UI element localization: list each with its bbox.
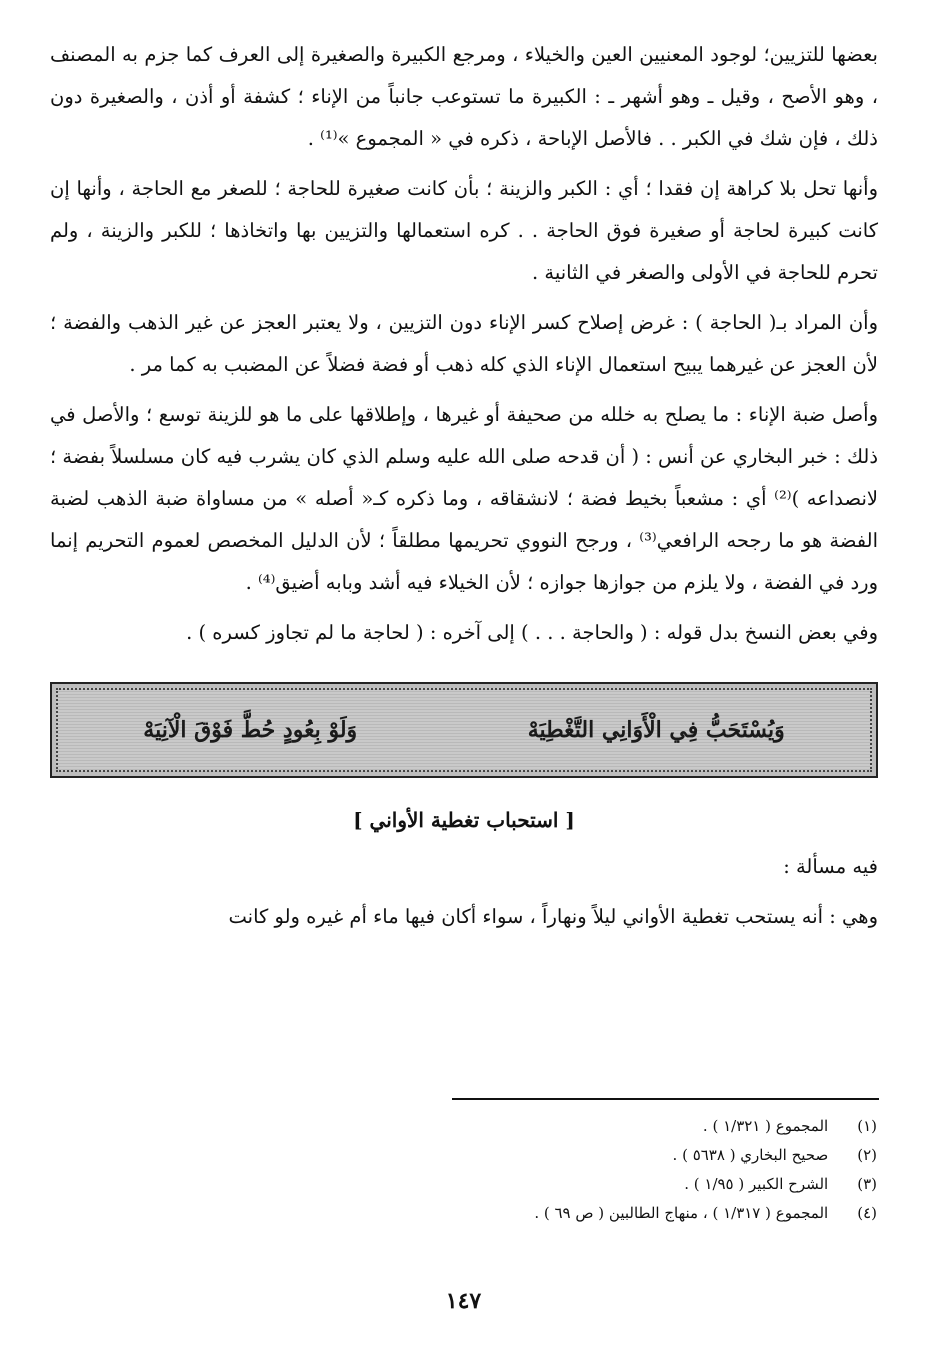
paragraph-6: فيه مسألة :: [783, 855, 878, 878]
paragraph-3: وأن المراد بـ( الحاجة ) : غرض إصلاح كسر الإناء دون التزيين ، ولا يعتبر العجز عن غير الذهب والفضة ؛ لأن العجز عن غيرهما يبيح استعمال الإناء الذي كله ذهب أو فضة فضلاً عن المضبب به كما مر .: [50, 311, 878, 376]
paragraph-7: وهي : أنه يستحب تغطية الأواني ليلاً ونهاراً ، سواء أكان فيها ماء أم غيره ولو كانت: [228, 905, 878, 928]
page-number: ١٤٧: [445, 1288, 482, 1314]
footnote-number: (٣): [857, 1175, 877, 1193]
footnote-divider: [452, 1098, 879, 1100]
matn-right-hemistich: وَيُسْتَحَبُّ فِي الْأَوَانِي التَّغْطِيَهْ: [527, 717, 785, 743]
paragraph-5: وفي بعض النسخ بدل قوله : ( والحاجة . . . ) إلى آخره : ( لحاجة ما لم تجاوز كسره ) .: [186, 621, 878, 644]
paragraph-4: وأصل ضبة الإناء : ما يصلح به خلله من صحيفة أو غيرها ، وإطلاقها على ما هو للزينة توسع ؛ والأصل في ذلك : خبر البخاري عن أنس : ( أن قدحه صلى الله عليه وسلم الذي كان يشرب فيه كان مسلسلاً بفضة ؛ لانصداعه )⁽²⁾ أي : مشعباً بخيط فضة ؛ لانشقاقه ، وما ذكره كـ« أصله » من مساواة ضبة الذهب لضبة الفضة هو ما رجحه الرافعي⁽³⁾ ، ورجح النووي تحريمها مطلقاً ؛ لأن الدليل المخصص لعموم التحريم إنما ورد في الفضة ، ولا يلزم من جوازها جوازه ؛ لأن الخيلاء فيه أشد وبابه أضيق⁽⁴⁾ .: [50, 403, 878, 594]
footnote-3: [450, 1170, 877, 1199]
matn-verse-frame: [56, 688, 872, 772]
paragraph-1: بعضها للتزيين؛ لوجود المعنيين العين والخيلاء ، ومرجع الكبيرة والصغيرة إلى العرف كما جزم به المصنف ، وهو الأصح ، وقيل ـ وهو أشهر ـ : الكبيرة ما تستوعب جانباً من الإناء ؛ كشفة أو أذن ، والصغيرة دون ذلك ، فإن شك في الكبر . . فالأصل الإباحة ، ذكره في « المجموع »⁽¹⁾ .: [50, 43, 878, 150]
footnote-4: [450, 1199, 877, 1228]
footnote-text: المجموع ( ١/٣١٧ ) ، منهاج الطالبين ( ص ٦٩ ) .: [534, 1204, 829, 1222]
footnote-number: (٤): [857, 1204, 877, 1222]
matn-left-hemistich: وَلَوْ بِعُودٍ حُطَّ فَوْقَ الْآنِيَهْ: [143, 717, 358, 743]
matn-verse-box: [50, 682, 878, 778]
section-title: [ استحباب تغطية الأواني ]: [353, 808, 575, 832]
footnotes: [450, 1112, 877, 1228]
paragraph-2: وأنها تحل بلا كراهة إن فقدا ؛ أي : الكبر والزينة ؛ بأن كانت صغيرة للحاجة ؛ للصغر مع الحاجة ، وأنها إن كانت كبيرة لحاجة أو صغيرة فوق الحاجة . . كره استعمالها والتزيين بها واتخاذها ؛ للكبر والزينة ، ولم تحرم للحاجة في الأولى والصغر في الثانية .: [50, 177, 878, 284]
footnote-number: (٢): [857, 1146, 877, 1164]
footnote-text: صحيح البخاري ( ٥٦٣٨ ) .: [672, 1146, 829, 1164]
footnote-number: (١): [857, 1117, 877, 1135]
page-body: [50, 34, 878, 946]
footnote-text: الشرح الكبير ( ١/٩٥ ) .: [684, 1175, 829, 1193]
footnote-1: [450, 1112, 877, 1141]
footnote-2: [450, 1141, 877, 1170]
footnote-text: المجموع ( ١/٣٢١ ) .: [702, 1117, 829, 1135]
